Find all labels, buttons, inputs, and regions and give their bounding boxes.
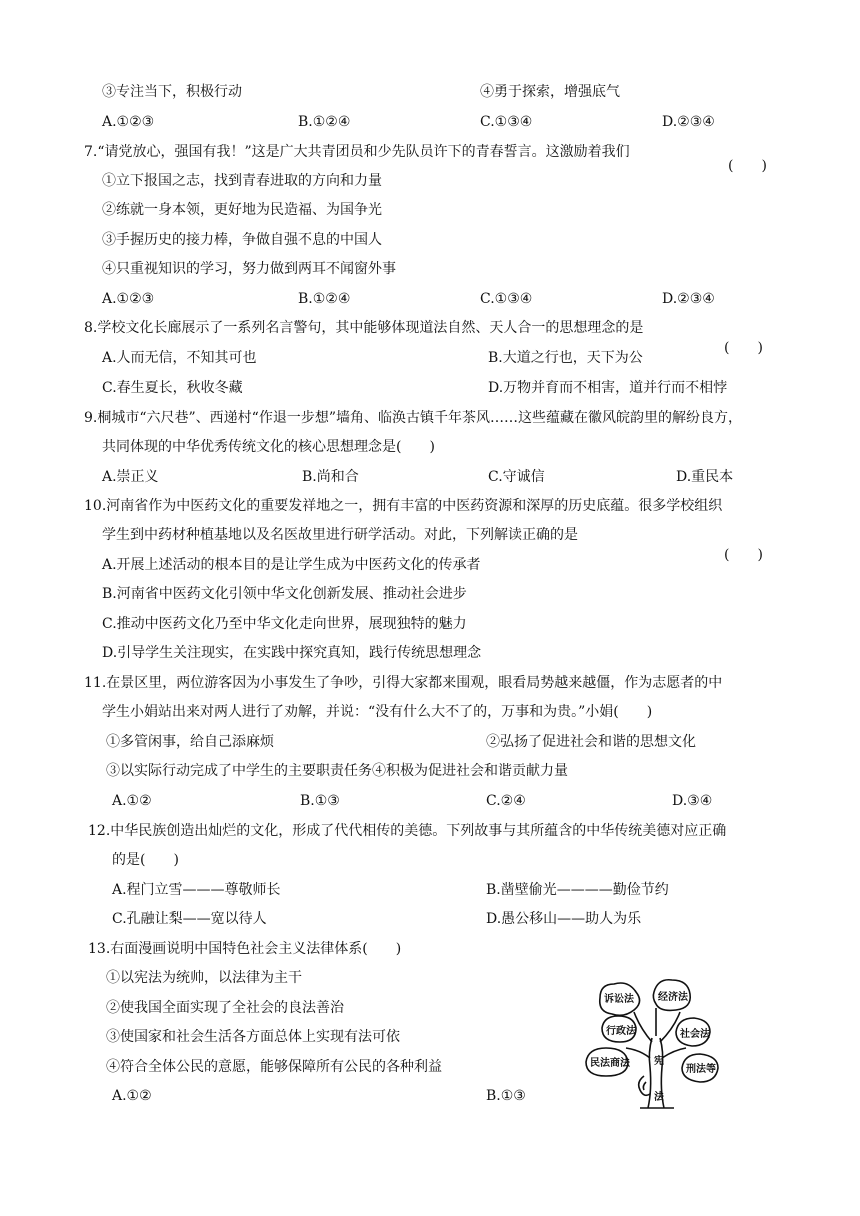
q7-option-c[interactable]: C.①③④ (480, 291, 533, 307)
q10-option-d[interactable]: D.引导学生关注现实，在实践中探究真知，践行传统思想理念 (102, 645, 482, 661)
q9-option-c[interactable]: C.守诚信 (488, 469, 545, 485)
cartoon-label-administrative: 行政法 (606, 1026, 636, 1037)
q6-option-d[interactable]: D.②③④ (662, 114, 715, 130)
q7-statement-2: ②练就一身本领，更好地为民造福、为国争光 (102, 202, 382, 218)
q10-stem-line2: 学生到中药材种植基地以及名医故里进行研学活动。对此，下列解读正确的是 (102, 527, 578, 543)
q8-option-c[interactable]: C.春生夏长，秋收冬藏 (102, 380, 243, 396)
q11-option-d[interactable]: D.③④ (672, 793, 713, 809)
q8-option-b[interactable]: B.大道之行也，天下为公 (488, 350, 643, 366)
cartoon-label-law: 法 (654, 1092, 664, 1103)
q8-answer-paren[interactable]: ( ) (724, 340, 763, 356)
q8-option-a[interactable]: A.人而无信，不知其可也 (102, 350, 257, 366)
q7-option-a[interactable]: A.①②③ (102, 291, 155, 307)
q11-stem-line1: 11.在景区里，两位游客因为小事发生了争吵，引得大家都来围观，眼看局势越来越僵，作为志愿者的中 (84, 675, 723, 691)
cartoon-label-criminal: 刑法等 (686, 1064, 716, 1075)
cartoon-label-civil-commercial: 民法商法 (590, 1058, 630, 1069)
q8-option-d[interactable]: D.万物并育而不相害，道并行而不相悖 (488, 380, 728, 396)
q7-option-d[interactable]: D.②③④ (662, 291, 715, 307)
q9-stem-line1: 9.桐城市“六尺巷”、西递村“作退一步想”墙角、临涣古镇千年茶风……这些蕴藏在徽风皖韵里的解纷良方， (84, 410, 742, 426)
law-tree-cartoon (580, 972, 730, 1112)
q10-option-a[interactable]: A.开展上述活动的根本目的是让学生成为中医药文化的传承者 (102, 557, 481, 573)
q11-statement-2: ②弘扬了促进社会和谐的思想文化 (486, 734, 696, 750)
q12-stem-line2: 的是( ) (112, 852, 179, 868)
q7-option-b[interactable]: B.①②④ (298, 291, 351, 307)
q12-stem-line1: 12.中华民族创造出灿烂的文化，形成了代代相传的美德。下列故事与其所蕴含的中华传统美德对应正确 (88, 823, 727, 839)
q6-option-a[interactable]: A.①②③ (102, 114, 155, 130)
q9-option-d[interactable]: D.重民本 (676, 469, 734, 485)
q11-option-a[interactable]: A.①② (112, 793, 152, 809)
q13-statement-1: ①以宪法为统帅，以法律为主干 (106, 970, 302, 986)
q10-option-b[interactable]: B.河南省中医药文化引领中华文化创新发展、推动社会进步 (102, 586, 467, 602)
q7-statement-3: ③手握历史的接力棒，争做自强不息的中国人 (102, 232, 382, 248)
q9-option-a[interactable]: A.崇正义 (102, 469, 159, 485)
q7-statement-1: ①立下报国之志，找到青春进取的方向和力量 (102, 173, 382, 189)
q6-statement-3: ③专注当下，积极行动 (102, 84, 242, 100)
q12-option-c[interactable]: C.孔融让梨——宽以待人 (112, 911, 267, 927)
cartoon-label-constitution: 宪 (654, 1056, 664, 1067)
q12-option-a[interactable]: A.程门立雪———尊敬师长 (112, 882, 281, 898)
q8-stem: 8.学校文化长廊展示了一系列名言警句，其中能够体现道法自然、天人合一的思想理念的是 (84, 320, 644, 336)
q13-statement-2: ②使我国全面实现了全社会的良法善治 (106, 1000, 344, 1016)
q13-option-a[interactable]: A.①② (112, 1088, 152, 1104)
q11-option-c[interactable]: C.②④ (486, 793, 526, 809)
q10-option-c[interactable]: C.推动中医药文化乃至中华文化走向世界，展现独特的魅力 (102, 616, 467, 632)
q13-stem: 13.右面漫画说明中国特色社会主义法律体系( ) (88, 941, 402, 957)
q6-option-b[interactable]: B.①②④ (298, 114, 351, 130)
q12-option-d[interactable]: D.愚公移山——助人为乐 (486, 911, 642, 927)
q13-statement-4: ④符合全体公民的意愿，能够保障所有公民的各种利益 (106, 1059, 442, 1075)
q6-statement-4: ④勇于探索，增强底气 (480, 84, 620, 100)
q12-option-b[interactable]: B.凿壁偷光————勤俭节约 (486, 882, 669, 898)
q11-statement-1: ①多管闲事，给自己添麻烦 (106, 734, 274, 750)
q11-statement-3-4: ③以实际行动完成了中学生的主要职责任务④积极为促进社会和谐贡献力量 (106, 763, 568, 779)
q10-answer-paren[interactable]: ( ) (724, 547, 763, 563)
cartoon-label-economic: 经济法 (658, 992, 688, 1003)
q9-option-b[interactable]: B.尚和合 (302, 469, 359, 485)
cartoon-label-litigation: 诉讼法 (604, 994, 634, 1005)
q13-option-b[interactable]: B.①③ (486, 1088, 526, 1104)
q6-option-c[interactable]: C.①③④ (480, 114, 533, 130)
q7-answer-paren[interactable]: ( ) (728, 158, 767, 174)
q10-stem-line1: 10.河南省作为中医药文化的重要发祥地之一，拥有丰富的中医药资源和深厚的历史底蕴。很多学校组织 (84, 498, 723, 514)
cartoon-label-social: 社会法 (680, 1029, 710, 1040)
q7-stem: 7.“请党放心，强国有我！”这是广大共青团员和少先队员许下的青春誓言。这激励着我们 (84, 144, 630, 160)
q7-statement-4: ④只重视知识的学习，努力做到两耳不闻窗外事 (102, 261, 396, 277)
q11-option-b[interactable]: B.①③ (300, 793, 340, 809)
q11-stem-line2: 学生小娟站出来对两人进行了劝解，并说：“没有什么大不了的，万事和为贵。”小娟( ) (102, 704, 653, 720)
q9-stem-line2: 共同体现的中华优秀传统文化的核心思想理念是( ) (102, 439, 435, 455)
q13-statement-3: ③使国家和社会生活各方面总体上实现有法可依 (106, 1029, 400, 1045)
